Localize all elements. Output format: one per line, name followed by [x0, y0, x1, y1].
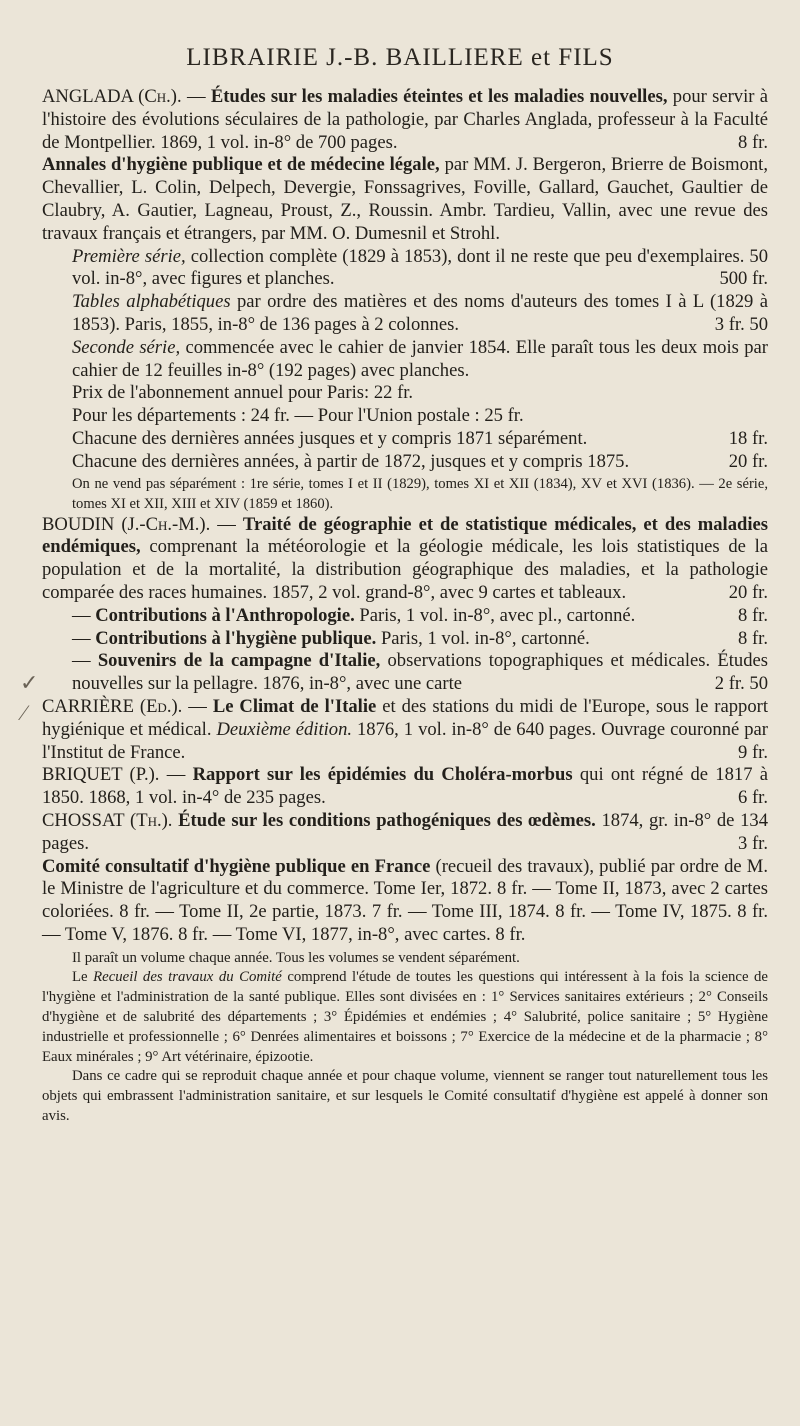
- entry-body: 1874, gr. in-8° de 134 pages.: [42, 809, 769, 854]
- entry-body: qui ont régné de 1817 à 1850. 1868, 1 vol. in-4° de 235 pages.: [42, 764, 769, 809]
- years-price: 18 fr.: [728, 427, 768, 449]
- entry-body: comprenant la météorologie et la géologie médicale, les lois statistiques de la population et de la mortalité, la distribution géographique des maladies, et la pathologie comparée des races humaines. 1857, 2 vol. grand-8°, avec 9 cartes et tableaux.: [42, 536, 768, 603]
- tables-body: par ordre des matières et des noms d'auteurs des tomes I à L (1829 à 1853). Paris, 1855, in-8° de 136 pages à 2 colonnes.: [72, 291, 768, 335]
- entry-title: Étude sur les conditions pathogéniques des œdèmes.: [178, 809, 596, 831]
- separator: —: [159, 764, 193, 786]
- note-annual: Il paraît un volume chaque année. Tous les volumes se vendent séparément.: [72, 949, 520, 966]
- dash: —: [72, 627, 96, 649]
- margin-check-mark: ⁄: [22, 700, 26, 725]
- years-price: 20 fr.: [728, 450, 768, 472]
- entry-anglada: [42, 86, 768, 154]
- years-body: Chacune des dernières années jusques et y compris 1871 séparément.: [72, 427, 588, 449]
- series-body: commencée avec le cahier de janvier 1854. Elle paraît tous les deux mois par cahier de 12 feuilles in-8° (192 pages) avec planches.: [72, 336, 768, 381]
- page-header: LIBRAIRIE J.-B. BAILLIERE et FILS: [186, 44, 614, 71]
- entry-body: pour servir à l'histoire des évolutions séculaires de la pathologie, par Charles Anglada, professeur à la Faculté de Montpellier. 1869, 1 vol. in-8° de 700 pages.: [42, 86, 769, 153]
- note-body: comprend l'étude de toutes les questions qui intéressent à la fois la science de l'hygiène et l'administration de la santé publique. Elles sont divisées en : 1° Services sanitaires extérieurs ; 2° Conseils d'hygiène et de salubrité des départements ; 3° Épidémies et endémies ; 4° Salubrité, police sanitaire ; 5° Hygiène industrielle et professionnelle ; 6° Denrées alimentaires et boissons ; 7° Exercice de la médecine et de la pharmacie ; 8° Eaux minérales ; 9° Art vétérinaire, épizootie.: [42, 969, 769, 1065]
- annales-years-1875: [42, 451, 768, 474]
- tables-price: 3 fr. 50: [714, 313, 768, 335]
- entry-price: 6 fr.: [738, 787, 768, 809]
- note-label: Recueil des travaux du Comité: [93, 969, 282, 986]
- entry-title: Traité de géographie et de statistique médicales, et des maladies endémiques,: [42, 513, 769, 558]
- sub-title: Souvenirs de la campagne d'Italie,: [97, 650, 381, 672]
- sub-price: 8 fr.: [738, 627, 768, 649]
- entry-boudin: [42, 514, 768, 605]
- note-recueil: [42, 968, 768, 1067]
- annales-first-series: [42, 246, 768, 292]
- series-label: Première série,: [72, 245, 186, 267]
- note-cadre: Dans ce cadre qui se reproduit chaque année et pour chaque volume, viennent se ranger tout naturellement tous les objets qui embrassent l'administration sanitaire, et sur lesquels le Comité consultatif d'hygiène est appelé à donner son avis.: [42, 1068, 768, 1125]
- boudin-contrib-hygiene: [42, 628, 768, 651]
- entry-body: par MM. J. Bergeron, Brierre de Boismont, Chevallier, L. Colin, Delpech, Devergie, Fonssagrives, Foville, Gallard, Gauchet, Gaultier de Claubry, A. Gautier, Lagneau, Proust, Z., Roussin. Ambr. Tardieu, Vallin, avec une revue des travaux français et étrangers, par MM. O. Dumesnil et Strohl.: [42, 154, 768, 244]
- comite-notes: [42, 949, 768, 1127]
- entry-body: (recueil des travaux), publié par ordre de M. le Ministre de l'agriculture et du commerce. Tome Ier, 1872. 8 fr. — Tome II, 1873, avec 2 cartes coloriées. 8 fr. — Tome II, 2e partie, 1873. 7 fr. — Tome III, 1874. 8 fr. — Tome IV, 1875. 8 fr. — Tome V, 1876. 8 fr. — Tome VI, 1877, in-8°, avec cartes. 8 fr.: [42, 855, 768, 945]
- sub-body: Paris, 1 vol. in-8°, cartonné.: [376, 627, 590, 649]
- years-body: Chacune des dernières années, à partir de 1872, jusques et y compris 1875.: [72, 450, 630, 472]
- sub-body: Paris, 1 vol. in-8°, avec pl., cartonné.: [354, 604, 636, 626]
- annales-second-series: [42, 337, 768, 383]
- entry-price: 20 fr.: [728, 581, 768, 603]
- entry-author: CARRIÈRE (Ed.).: [42, 695, 183, 717]
- entry-author: CHOSSAT (Th.).: [42, 809, 173, 831]
- annales-tables: [42, 291, 768, 337]
- entry-briquet: [42, 764, 768, 810]
- sub-price: 8 fr.: [738, 604, 768, 626]
- entry-title: Études sur les maladies éteintes et les maladies nouvelles,: [210, 86, 668, 107]
- margin-check-mark: ✓: [20, 670, 39, 695]
- entry-author: BOUDIN (J.-Ch.-M.).: [42, 513, 211, 535]
- entry-title: Le Climat de l'Italie: [212, 695, 377, 717]
- entry-annales: [42, 154, 768, 245]
- series-body: collection complète (1829 à 1853), dont il ne reste que peu d'exemplaires. 50 vol. in-8°, avec figures et planches.: [72, 245, 768, 290]
- entry-price: 8 fr.: [738, 131, 768, 153]
- entry-title: Rapport sur les épidémies du Choléra-morbus: [192, 764, 573, 786]
- sub-title: Contributions à l'Anthropologie.: [95, 604, 355, 626]
- series-price: 500 fr.: [719, 268, 768, 290]
- boudin-contrib-anthropology: [42, 605, 768, 628]
- series-label: Seconde série,: [72, 336, 181, 358]
- entry-author: BRIQUET (P.).: [42, 764, 160, 786]
- entry-title: Annales d'hygiène publique et de médecine légale,: [42, 154, 440, 176]
- annales-subscription-paris: Prix de l'abonnement annuel pour Paris: 22 fr.: [72, 382, 414, 404]
- annales-years-1871: [42, 428, 768, 451]
- entry-edition: Deuxième édition.: [216, 718, 353, 740]
- boudin-souvenirs: [42, 650, 768, 696]
- entry-author: ANGLADA (Ch.).: [42, 86, 182, 107]
- sub-body: observations topographiques et médicales. Études nouvelles sur la pellagre. 1876, in-8°, avec une carte: [72, 650, 768, 695]
- sub-title: Contributions à l'hygiène publique.: [95, 627, 377, 649]
- catalogue-content: [42, 86, 768, 1127]
- annales-subscription-departments: Pour les départements : 24 fr. — Pour l'Union postale : 25 fr.: [72, 405, 524, 427]
- dash: —: [72, 650, 98, 672]
- tables-label: Tables alphabétiques: [72, 291, 231, 313]
- entry-body-2: 1876, 1 vol. in-8° de 640 pages. Ouvrage couronné par l'Institut de France.: [42, 718, 768, 763]
- entry-price: 9 fr.: [738, 741, 768, 763]
- annales-note: On ne vend pas séparément : 1re série, tomes I et II (1829), tomes XI et XII (1834), XV et XVI (1836). — 2e série, tomes XI et XII, XIII et XIV (1859 et 1860).: [72, 475, 768, 512]
- dash: —: [72, 604, 96, 626]
- entry-body: et des stations du midi de l'Europe, sous le rapport hygiénique et médical.: [42, 695, 769, 740]
- entry-comite: [42, 856, 768, 947]
- entry-chossat: [42, 810, 768, 856]
- separator: —: [181, 86, 211, 107]
- separator: —: [210, 513, 243, 535]
- entry-carriere: [42, 696, 768, 764]
- separator: —: [182, 695, 213, 717]
- entry-title: Comité consultatif d'hygiène publique en France: [42, 855, 431, 877]
- sub-price: 2 fr. 50: [714, 673, 768, 695]
- note-prefix: Le: [72, 969, 94, 986]
- entry-price: 3 fr.: [738, 832, 768, 854]
